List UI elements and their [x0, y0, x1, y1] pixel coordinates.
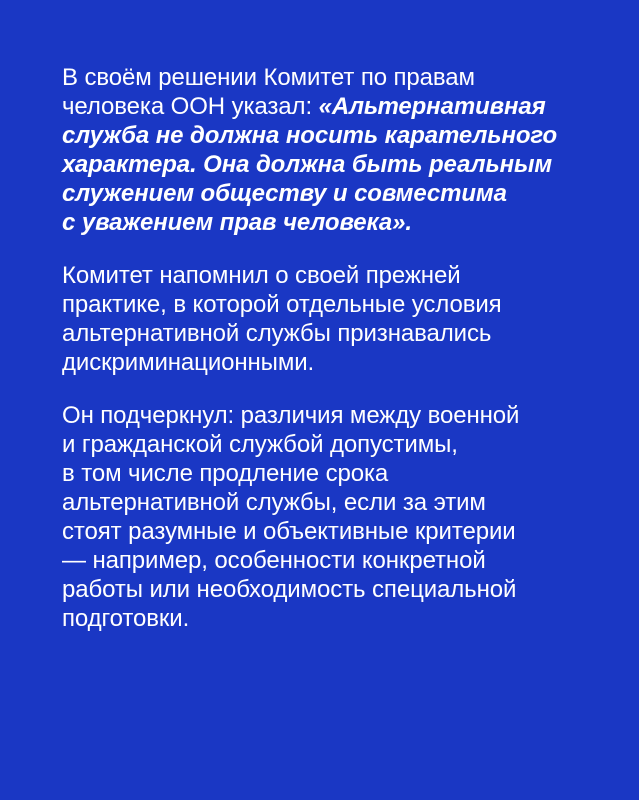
quote-line: служба не должна носить карательного [62, 122, 558, 149]
quote-fragment: «Альтернативная [318, 93, 546, 120]
text-line: работы или необходимость специальной [62, 576, 517, 603]
text-line: В своём решении Комитет по правам [62, 64, 475, 91]
text-line [62, 92, 587, 121]
text-line: Он подчеркнул: различия между военной [62, 402, 520, 429]
quote-line: с уважением прав человека». [62, 209, 412, 236]
quote-line: характера. Она должна быть реальным [62, 151, 553, 178]
text-line: Комитет напомнил о своей прежней [62, 262, 461, 289]
text-line: стоят разумные и объективные критерии [62, 518, 516, 545]
text-line: и гражданской службой допустимы, [62, 431, 458, 458]
text-line: дискриминационными. [62, 349, 315, 376]
text-line: альтернативной службы, если за этим [62, 489, 486, 516]
text-line: в том числе продление срока [62, 460, 389, 487]
paragraph-committee-practice [62, 261, 587, 377]
text-line: альтернативной службы признавались [62, 320, 492, 347]
paragraph-un-committee-decision [62, 63, 587, 237]
text-line: практике, в которой отдельные условия [62, 291, 502, 318]
text-line: — например, особенности конкретной [62, 547, 486, 574]
text-line: подготовки. [62, 605, 190, 632]
quote-line: служением обществу и совместима [62, 180, 507, 207]
text-fragment: человека ООН указал: [62, 93, 319, 120]
paragraph-differences-allowed [62, 401, 587, 633]
